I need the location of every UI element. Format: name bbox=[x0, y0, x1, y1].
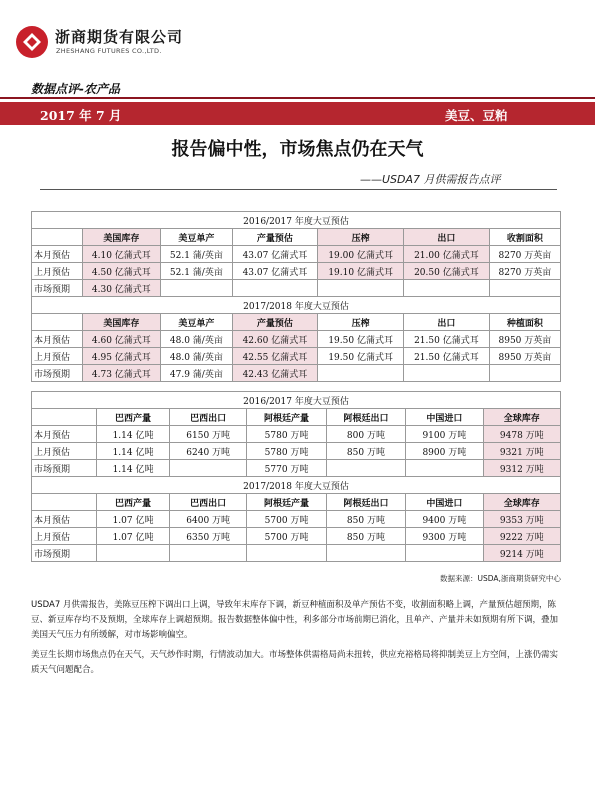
table-cell: 8950 万英亩 bbox=[489, 348, 560, 365]
table-cell: 43.07 亿蒲式耳 bbox=[232, 263, 318, 280]
column-header: 压榨 bbox=[318, 314, 404, 331]
column-header: 全球库存 bbox=[483, 409, 560, 426]
table-cell: 8900 万吨 bbox=[406, 443, 483, 460]
table-cell bbox=[404, 365, 490, 382]
table-cell: 850 万吨 bbox=[326, 443, 405, 460]
table-row bbox=[32, 528, 561, 545]
column-header: 出口 bbox=[404, 229, 490, 246]
company-logo-icon bbox=[14, 24, 50, 60]
table-cell: 9214 万吨 bbox=[483, 545, 560, 562]
table-caption-row bbox=[32, 297, 561, 314]
table-header-row bbox=[32, 409, 561, 426]
table-cell: 9400 万吨 bbox=[406, 511, 483, 528]
column-header: 巴西出口 bbox=[169, 409, 246, 426]
table-cell: 52.1 蒲/英亩 bbox=[161, 263, 232, 280]
subtitle-rule bbox=[40, 189, 557, 190]
table-row bbox=[32, 331, 561, 348]
table-cell bbox=[161, 280, 232, 297]
table-cell: 4.60 亿蒲式耳 bbox=[82, 331, 161, 348]
table-cell: 4.30 亿蒲式耳 bbox=[82, 280, 161, 297]
table-cell bbox=[97, 545, 170, 562]
table-cell bbox=[489, 365, 560, 382]
column-header: 阿根廷产量 bbox=[247, 494, 326, 511]
row-label: 上月预估 bbox=[32, 443, 97, 460]
table-cell: 4.73 亿蒲式耳 bbox=[82, 365, 161, 382]
table-row bbox=[32, 545, 561, 562]
row-label: 上月预估 bbox=[32, 528, 97, 545]
table-cell: 800 万吨 bbox=[326, 426, 405, 443]
table-cell bbox=[326, 460, 405, 477]
table-cell: 43.07 亿蒲式耳 bbox=[232, 246, 318, 263]
table-cell: 9300 万吨 bbox=[406, 528, 483, 545]
table-corner-cell bbox=[32, 314, 83, 331]
table-corner-cell bbox=[32, 494, 97, 511]
section-label: 数据点评-农产品 bbox=[31, 82, 120, 96]
row-label: 本月预估 bbox=[32, 426, 97, 443]
us-soybean-table bbox=[31, 211, 561, 382]
table-cell: 52.1 蒲/英亩 bbox=[161, 246, 232, 263]
column-header: 收割面积 bbox=[489, 229, 560, 246]
report-date: 2017 年 7 月 bbox=[40, 108, 122, 123]
table-cell: 42.55 亿蒲式耳 bbox=[232, 348, 318, 365]
table-row bbox=[32, 511, 561, 528]
report-title: 报告偏中性，市场焦点仍在天气 bbox=[171, 139, 424, 160]
table-cell: 1.14 亿吨 bbox=[97, 460, 170, 477]
row-label: 市场预期 bbox=[32, 460, 97, 477]
table-cell: 1.14 亿吨 bbox=[97, 426, 170, 443]
table-row bbox=[32, 263, 561, 280]
column-header: 阿根廷出口 bbox=[326, 409, 405, 426]
table-cell: 5700 万吨 bbox=[247, 528, 326, 545]
table-cell: 42.60 亿蒲式耳 bbox=[232, 331, 318, 348]
table-cell bbox=[169, 460, 246, 477]
table-cell: 9222 万吨 bbox=[483, 528, 560, 545]
table-cell: 9100 万吨 bbox=[406, 426, 483, 443]
row-label: 上月预估 bbox=[32, 348, 83, 365]
paragraph-2: 美豆生长期市场焦点仍在天气，天气炒作时期，行情波动加大。市场整体供需格局尚未扭转，供应充裕格局将抑制美豆上方空间，上涨仍需实质天气问题配合。 bbox=[31, 650, 559, 675]
table-cell bbox=[406, 460, 483, 477]
table-cell: 4.95 亿蒲式耳 bbox=[82, 348, 161, 365]
row-label: 本月预估 bbox=[32, 331, 83, 348]
row-label: 市场预期 bbox=[32, 280, 83, 297]
report-subtitle: ——USDA7 月供需报告点评 bbox=[360, 173, 501, 186]
column-header: 巴西出口 bbox=[169, 494, 246, 511]
table-cell: 8270 万英亩 bbox=[489, 263, 560, 280]
table-cell bbox=[406, 545, 483, 562]
table-cell: 6150 万吨 bbox=[169, 426, 246, 443]
table-corner-cell bbox=[32, 229, 83, 246]
table-cell: 1.14 亿吨 bbox=[97, 443, 170, 460]
table-cell: 5780 万吨 bbox=[247, 426, 326, 443]
table-cell: 1.07 亿吨 bbox=[97, 511, 170, 528]
table-cell: 47.9 蒲/英亩 bbox=[161, 365, 232, 382]
table-cell: 48.0 蒲/英亩 bbox=[161, 348, 232, 365]
company-name-en: ZHESHANG FUTURES CO.,LTD. bbox=[56, 47, 162, 55]
table-row bbox=[32, 443, 561, 460]
table-caption: 2017/2018 年度大豆预估 bbox=[32, 297, 561, 314]
data-source: 数据来源：USDA,浙商期货研究中心 bbox=[440, 574, 561, 583]
table-row bbox=[32, 365, 561, 382]
header-rule bbox=[0, 97, 595, 99]
table-cell: 19.10 亿蒲式耳 bbox=[318, 263, 404, 280]
table-caption-row bbox=[32, 212, 561, 229]
table-cell: 850 万吨 bbox=[326, 528, 405, 545]
table-caption: 2016/2017 年度大豆预估 bbox=[32, 392, 561, 409]
table-cell bbox=[318, 280, 404, 297]
table-header-row bbox=[32, 314, 561, 331]
table-cell: 19.50 亿蒲式耳 bbox=[318, 348, 404, 365]
column-header: 巴西产量 bbox=[97, 409, 170, 426]
column-header: 产量预估 bbox=[232, 229, 318, 246]
table-cell: 9478 万吨 bbox=[483, 426, 560, 443]
row-label: 上月预估 bbox=[32, 263, 83, 280]
table-cell: 9321 万吨 bbox=[483, 443, 560, 460]
table-cell: 21.50 亿蒲式耳 bbox=[404, 348, 490, 365]
table-cell: 9312 万吨 bbox=[483, 460, 560, 477]
company-name-cn: 浙商期货有限公司 bbox=[55, 28, 184, 46]
column-header: 产量预估 bbox=[232, 314, 318, 331]
table-cell: 8950 万英亩 bbox=[489, 331, 560, 348]
column-header: 美豆单产 bbox=[161, 314, 232, 331]
table-cell: 5770 万吨 bbox=[247, 460, 326, 477]
table-cell: 42.43 亿蒲式耳 bbox=[232, 365, 318, 382]
column-header: 中国进口 bbox=[406, 409, 483, 426]
table-header-row bbox=[32, 229, 561, 246]
table-cell bbox=[247, 545, 326, 562]
table-cell bbox=[318, 365, 404, 382]
column-header: 压榨 bbox=[318, 229, 404, 246]
table-cell: 6240 万吨 bbox=[169, 443, 246, 460]
row-label: 市场预期 bbox=[32, 365, 83, 382]
table-cell: 19.50 亿蒲式耳 bbox=[318, 331, 404, 348]
column-header: 全球库存 bbox=[483, 494, 560, 511]
row-label: 本月预估 bbox=[32, 246, 83, 263]
global-soybean-table bbox=[31, 391, 561, 562]
report-category: 美豆、豆粕 bbox=[445, 108, 508, 123]
table-cell: 19.00 亿蒲式耳 bbox=[318, 246, 404, 263]
table-cell: 1.07 亿吨 bbox=[97, 528, 170, 545]
table-caption-row bbox=[32, 477, 561, 494]
table-caption: 2017/2018 年度大豆预估 bbox=[32, 477, 561, 494]
table-caption: 2016/2017 年度大豆预估 bbox=[32, 212, 561, 229]
column-header: 美国库存 bbox=[82, 229, 161, 246]
table-cell bbox=[232, 280, 318, 297]
table-cell: 5700 万吨 bbox=[247, 511, 326, 528]
table-cell: 21.50 亿蒲式耳 bbox=[404, 331, 490, 348]
table-row bbox=[32, 426, 561, 443]
column-header: 中国进口 bbox=[406, 494, 483, 511]
column-header: 美国库存 bbox=[82, 314, 161, 331]
table-cell: 9353 万吨 bbox=[483, 511, 560, 528]
column-header: 巴西产量 bbox=[97, 494, 170, 511]
column-header: 阿根廷产量 bbox=[247, 409, 326, 426]
table-row bbox=[32, 280, 561, 297]
table-cell: 20.50 亿蒲式耳 bbox=[404, 263, 490, 280]
table-cell: 6400 万吨 bbox=[169, 511, 246, 528]
table-cell: 6350 万吨 bbox=[169, 528, 246, 545]
paragraph-1: USDA7 月供需报告，美陈豆压榨下调出口上调，导致年末库存下调，新豆种植面积及单产预估不变，收割面积略上调，产量预估超预期，陈豆、新豆库存均不及预期，全球库存上调超预期。报告数据整体偏中性，利多部分市场前期已消化，且单产、产量并未如预期有所下调，叠加美国天气压力有所缓解，对市场影响偏空。 bbox=[31, 600, 559, 640]
table-cell bbox=[404, 280, 490, 297]
table-cell: 4.50 亿蒲式耳 bbox=[82, 263, 161, 280]
column-header: 阿根廷出口 bbox=[326, 494, 405, 511]
table-cell: 4.10 亿蒲式耳 bbox=[82, 246, 161, 263]
table-row bbox=[32, 348, 561, 365]
table-cell: 5780 万吨 bbox=[247, 443, 326, 460]
table-cell bbox=[326, 545, 405, 562]
table-row bbox=[32, 460, 561, 477]
table-cell: 48.0 蒲/英亩 bbox=[161, 331, 232, 348]
table-cell: 850 万吨 bbox=[326, 511, 405, 528]
row-label: 市场预期 bbox=[32, 545, 97, 562]
column-header: 出口 bbox=[404, 314, 490, 331]
table-caption-row bbox=[32, 392, 561, 409]
table-cell: 21.00 亿蒲式耳 bbox=[404, 246, 490, 263]
table-cell bbox=[489, 280, 560, 297]
table-corner-cell bbox=[32, 409, 97, 426]
column-header: 种植面积 bbox=[489, 314, 560, 331]
table-row bbox=[32, 246, 561, 263]
table-cell: 8270 万英亩 bbox=[489, 246, 560, 263]
column-header: 美豆单产 bbox=[161, 229, 232, 246]
row-label: 本月预估 bbox=[32, 511, 97, 528]
table-cell bbox=[169, 545, 246, 562]
table-header-row bbox=[32, 494, 561, 511]
